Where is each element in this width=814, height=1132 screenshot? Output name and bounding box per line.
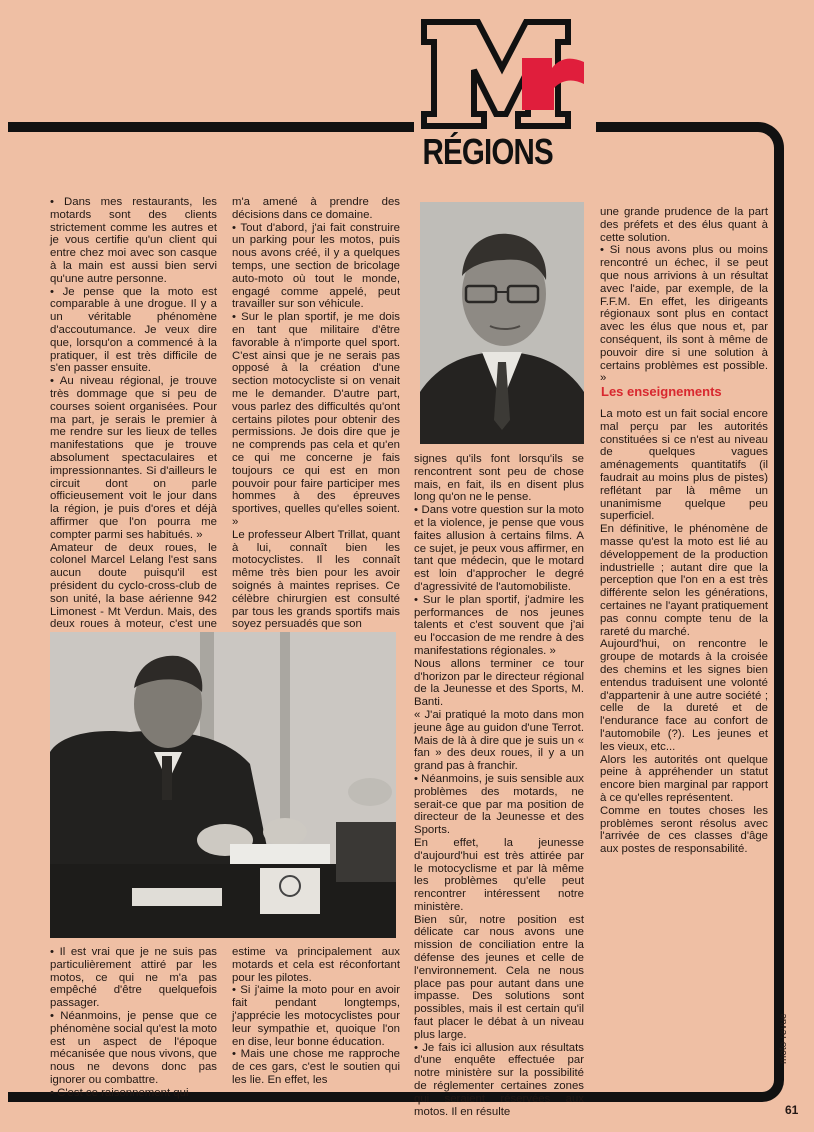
paragraph: • Il est vrai que je ne suis pas particulièrement attiré par les motos, ce qui ne m'a pas empêché d'être quelquefois passager.	[50, 946, 217, 1010]
article-column-1	[50, 196, 217, 644]
paragraph: une grande prudence de la part des préfets et des élus quant à cette solution.	[600, 206, 768, 244]
paragraph: • Mais une chose me rapproche de ces gars, c'est le soutien qui les lie. En effet, les	[232, 1048, 400, 1086]
paragraph: estime va principalement aux motards et cela est réconfortant pour les pilotes.	[232, 946, 400, 984]
paragraph: • Si nous avons plus ou moins rencontré un échec, il se peut que nous arrivions à un résultat avec l'aide, par exemple, de la F.F.M. En effet, les dirigeants régionaux sont plus en contact avec les élus que nous et, par conséquent, ils sont à même de pouvoir dire si une solution à certains problèmes est possible. »	[600, 244, 768, 385]
paragraph: • Sur le plan sportif, j'admire les performances de nos jeunes talents et c'est souvent que j'ai eu l'occasion de me rendre à des manifestations régionales. »	[414, 593, 584, 657]
paragraph: • Néanmoins, je suis sensible aux problèmes des motards, ne serait-ce que par ma position de directeur de la Jeunesse et des Sports.	[414, 772, 584, 837]
article-column-4-continued	[600, 408, 768, 856]
paragraph: • Dans mes restaurants, les motards sont des clients strictement comme les autres et je vous certifie qu'un client qui entre chez moi avec son casque à la main est aussi bien servi qu'une autre personne.	[50, 196, 217, 285]
paragraph: La moto est un fait social encore mal perçu par les autorités constituées si ce n'est au niveau de quelques vagues aménagements quantitatifs (il faudrait au moins plus de pistes) reflétant par là même un unanimisme quelque peu superficiel.	[600, 408, 768, 523]
paragraph: • Je fais ici allusion aux résultats d'une enquête effectuée par notre ministère sur la possibilité de réglementer certaines zones qui seraient réservées aux motos. Il en résulte	[414, 1041, 584, 1118]
paragraph: • Tout d'abord, j'ai fait construire un parking pour les motos, puis nous avons créé, il y a quelques temps, une section de bricolage auto-moto où tout le monde, engagé comme appelé, peut travailler sur son véhicule.	[232, 221, 400, 311]
article-column-3	[414, 453, 584, 1118]
paragraph: Le professeur Albert Trillat, quant à lui, connaît bien les motocyclistes. Il les connaît même très bien pour les avoir soignés à maintes reprises. Ce célèbre chirurgien est consulté par tous les grands sportifs mais soyez persuadés que son	[232, 528, 400, 631]
article-column-1-bottom	[50, 946, 217, 1100]
paragraph: Aujourd'hui, on rencontre le groupe de motards à la croisée des chemins et les signes bien entendus traduisent une volonté d'appartenir à une autre société ; celle de la dureté et de l'endurance face au confort de l'automobile (?). Les jeunes et les vieux, etc...	[600, 638, 768, 753]
paragraph: Nous allons terminer ce tour d'horizon par le directeur régional de la Jeunesse et des Sports, M. Banti.	[414, 657, 584, 709]
paragraph: Bien sûr, notre position est délicate car nous avons une mission de conciliation entre la défense des jeunes et celle de l'environnement. Cela ne nous place pas pour autant dans une impasse. Des solutions sont possibles, mais il est certain qu'il faut placer le débat à un niveau plus large.	[414, 913, 584, 1041]
photo-colonel-at-desk	[50, 632, 396, 938]
header-rule	[8, 122, 414, 132]
paragraph: • Dans votre question sur la moto et la violence, je pense que vous faites allusion à certains films. A ce sujet, je peux vous affirmer, en tant que médecin, que le motard est loin d'approcher le degré d'agressivité de l'automobiliste.	[414, 504, 584, 593]
paragraph: signes qu'ils font lorsqu'ils se rencontrent sont peu de chose mais, en fait, ils en disent plus long qu'on ne le pense.	[414, 453, 584, 504]
paragraph: • Je pense que la moto est comparable à une drogue. Il y a un véritable phénomène d'accoutumance. Je veux dire que, lorsqu'on a commencé à la pratiquer, il est très difficile de s'en passer ensuite.	[50, 285, 217, 375]
paragraph: « J'ai pratiqué la moto dans mon jeune âge au guidon d'une Terrot. Mais de là à dire que je suis un « fan » des deux roues, il y a un grand pas à franchir.	[414, 708, 584, 773]
paragraph: En définitive, le phénomène de masse qu'est la moto est lié au développement de la production industrielle ; autant dire que la perception que l'on en a est très différente selon les générations, certaines ne l'ayant pratiquement pas connu compte tenu de la rareté du marché.	[600, 523, 768, 638]
section-title: RÉGIONS	[422, 131, 553, 172]
paragraph: • Au niveau régional, je trouve très dommage que si peu de courses soient organisées. Pour ma part, je serais le premier à me rendre sur les lieux de telles manifestations que je trouve absolument spectaculaires et impressionnantes. Si d'ailleurs le circuit dont on parle officieusement voit le jour dans la région, je puis d'ores et déjà affirmer que l'on pourra me compter parmi ses habitués. »	[50, 375, 217, 541]
paragraph: Alors les autorités ont quelque peine à appréhender un statut encore bien marginal par rapport à ce qu'elles représentent.	[600, 753, 768, 804]
paragraph: • C'est ce raisonnement qui	[50, 1086, 189, 1099]
subheading-les-enseignements: Les enseignements	[601, 384, 722, 399]
paragraph: En effet, la jeunesse d'aujourd'hui est très attirée par le motocyclisme et par là même les problèmes qu'elle peut rencontrer intéressent notre ministère.	[414, 836, 584, 913]
portrait-photo-trillat	[420, 202, 584, 444]
article-column-4	[600, 206, 768, 385]
magazine-logo	[418, 18, 586, 130]
paragraph: Comme en toutes choses les problèmes seront résolus avec l'arrivée de ces classes d'âge aux postes de responsabilité.	[600, 804, 768, 856]
paragraph: • Sur le plan sportif, je me dois en tant que militaire d'être favorable à n'importe quel sport. C'est ainsi que je ne serais pas opposé à la création d'une section motocycliste si on venait me le demander. D'autre part, vous parlez des difficultés qu'ont certains pilotes pour obtenir des permissions. Je dois dire que je ne comprends pas cela et qu'en ce qui me concerne je fais toujours ce qui est en mon pouvoir pour faire participer mes hommes à des épreuves sportives, quelles qu'elles soient. »	[232, 311, 400, 528]
article-column-2-bottom	[232, 946, 400, 1087]
paragraph: m'a amené à prendre des décisions dans ce domaine.	[232, 196, 400, 221]
page-number: 61	[785, 1103, 799, 1117]
magazine-name: moto-revue	[778, 1013, 789, 1064]
paragraph: Amateur de deux roues, le colonel Marcel Lelang l'est sans aucun doute puisqu'il est président du cyclo-cross-club de son unité, la base aérienne 942 Limonest - Mt Verdun. Mais, des deux roues à moteur, c'est une	[50, 541, 217, 631]
paragraph: • Néanmoins, je pense que ce phénomène social qu'est la moto est un aspect de l'époque mécanisée que nous vivons, que nous ne devons donc pas ignorer ou combattre.	[50, 1009, 217, 1086]
article-column-2	[232, 196, 400, 631]
paragraph: • Si j'aime la moto pour en avoir fait pendant longtemps, j'apprécie les motocyclistes pour leur sympathie et, quoique l'on en dise, leur bonne éducation.	[232, 984, 400, 1048]
